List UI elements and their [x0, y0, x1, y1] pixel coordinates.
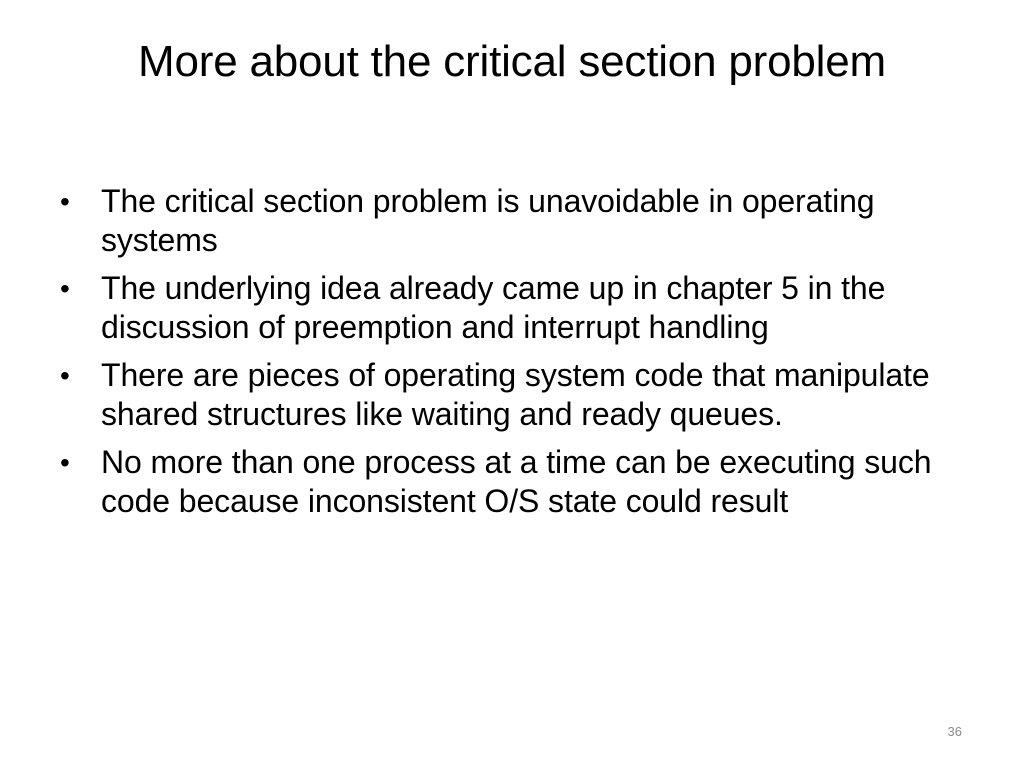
bullet-text: No more than one process at a time can be executing such code because inconsistent O/S state could result: [101, 444, 932, 519]
bullet-item: [60, 182, 970, 260]
bullet-item: [60, 269, 970, 347]
slide-title: More about the critical section problem: [138, 37, 886, 86]
bullet-text: There are pieces of operating system code that manipulate shared structures like waiting and ready queues.: [101, 357, 930, 432]
bullet-item: [60, 443, 970, 521]
bullet-text: The critical section problem is unavoidable in operating systems: [101, 183, 875, 258]
bullet-icon: •: [60, 273, 70, 304]
slide-number: 36: [947, 724, 962, 739]
bullet-list: [60, 182, 970, 530]
bullet-item: [60, 356, 970, 434]
bullet-icon: •: [60, 186, 70, 217]
bullet-icon: •: [60, 360, 70, 391]
bullet-icon: •: [60, 447, 70, 478]
bullet-text: The underlying idea already came up in chapter 5 in the discussion of preemption and interrupt handling: [101, 270, 886, 345]
